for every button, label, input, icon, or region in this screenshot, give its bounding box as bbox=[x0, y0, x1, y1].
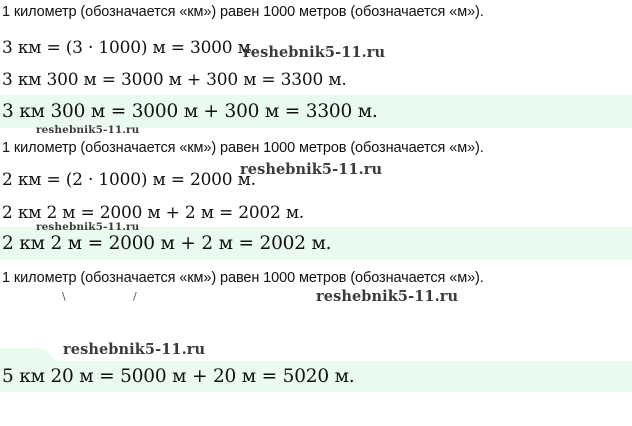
example2-step2: 2 км 2 м = 2000 м + 2 м = 2002 м. bbox=[2, 203, 305, 223]
stroke-mark-right: / bbox=[133, 290, 137, 303]
watermark-5: reshebnik5-11.ru bbox=[316, 288, 459, 305]
definition-text-3: 1 километр (обозначается «км») равен 1000 метров (обозначается «м»). bbox=[2, 270, 484, 286]
example2-answer: 2 км 2 м = 2000 м + 2 м = 2002 м. bbox=[2, 233, 332, 254]
watermark-4: reshebnik5-11.ru bbox=[36, 221, 140, 233]
definition-text-2: 1 километр (обозначается «км») равен 1000 метров (обозначается «м»). bbox=[2, 140, 484, 156]
watermark-3: reshebnik5-11.ru bbox=[240, 161, 383, 178]
example1-step1: 3 км = (3 · 1000) м = 3000 м. bbox=[2, 38, 256, 58]
definition-text-1: 1 километр (обозначается «км») равен 1000 метров (обозначается «м»). bbox=[2, 4, 484, 20]
example1-step2: 3 км 300 м = 3000 м + 300 м = 3300 м. bbox=[2, 70, 347, 90]
watermark-2: reshebnik5-11.ru bbox=[36, 124, 140, 136]
watermark-6: reshebnik5-11.ru bbox=[63, 341, 206, 358]
example3-answer: 5 км 20 м = 5000 м + 20 м = 5020 м. bbox=[2, 366, 355, 387]
example1-answer: 3 км 300 м = 3000 м + 300 м = 3300 м. bbox=[2, 101, 378, 122]
example2-step1: 2 км = (2 · 1000) м = 2000 м. bbox=[2, 170, 256, 190]
watermark-1: reshebnik5-11.ru bbox=[243, 44, 386, 61]
stroke-mark-left: \ bbox=[62, 290, 66, 303]
